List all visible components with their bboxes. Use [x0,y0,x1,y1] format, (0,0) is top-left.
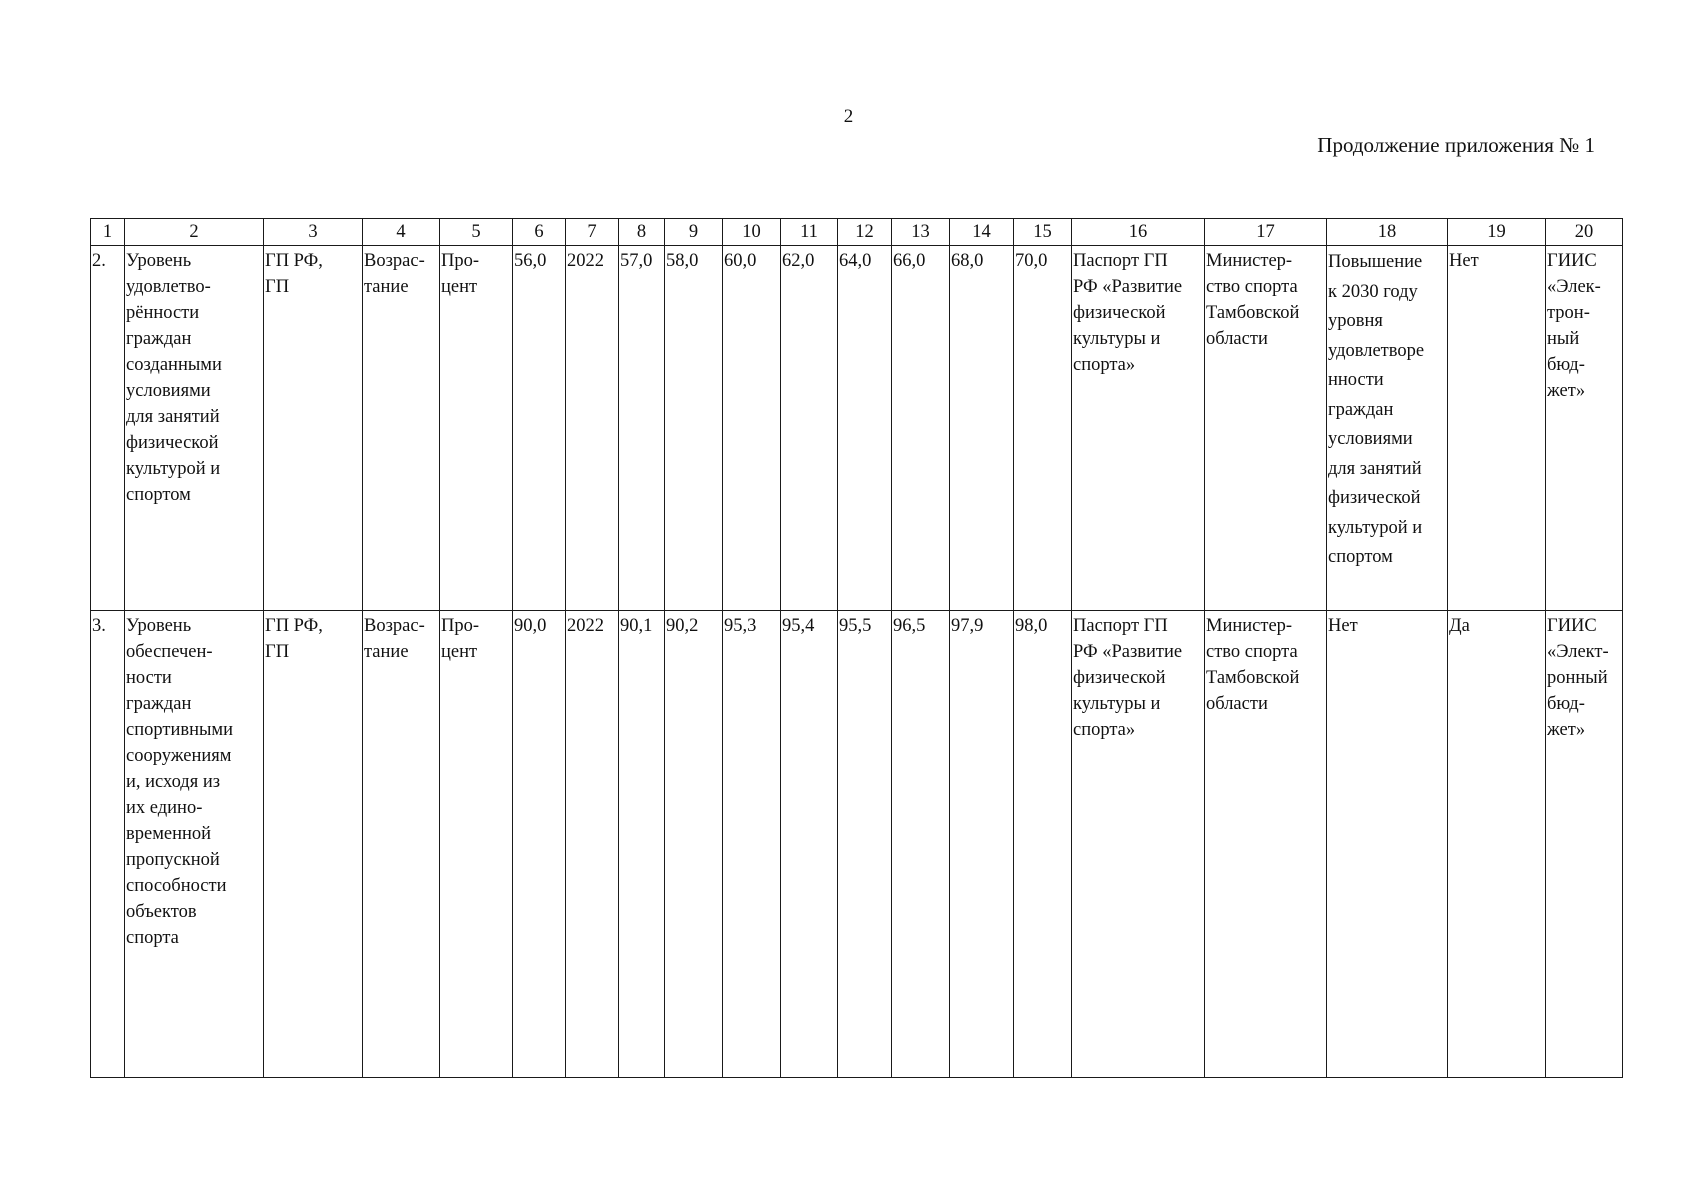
value-col-14: 68,0 [950,246,1014,611]
value-col-8: 90,1 [619,611,665,1078]
col-header: 5 [440,219,513,246]
col-header: 19 [1448,219,1546,246]
value-col-13: 66,0 [892,246,950,611]
linked-goal: Нет [1327,611,1448,1078]
col-header: 16 [1072,219,1205,246]
value-col-8: 57,0 [619,246,665,611]
col-header: 15 [1014,219,1072,246]
col-header: 1 [91,219,125,246]
base-year: 2022 [566,611,619,1078]
indicators-table [90,218,1623,1078]
linked-goal: Повышение к 2030 году уровня удовлетворе нности граждан условиями для занятий физической культурой и спортом [1327,246,1448,611]
col-19-flag: Нет [1448,246,1546,611]
source-document: Паспорт ГП РФ «Развитие физической культуры и спорта» [1072,246,1205,611]
col-19-flag: Да [1448,611,1546,1078]
page-number: 2 [843,106,854,127]
value-col-14: 97,9 [950,611,1014,1078]
value-col-10: 60,0 [723,246,781,611]
responsible-body: Министер- ство спорта Тамбовской области [1205,611,1327,1078]
information-system: ГИИС «Элек- трон- ный бюд- жет» [1546,246,1623,611]
col-header: 4 [363,219,440,246]
table-row [91,611,1623,1078]
value-col-15: 98,0 [1014,611,1072,1078]
col-header: 2 [125,219,264,246]
column-number-row [91,219,1623,246]
value-col-9: 58,0 [665,246,723,611]
responsible-body: Министер- ство спорта Тамбовской области [1205,246,1327,611]
value-col-11: 62,0 [781,246,838,611]
program-level: ГП РФ, ГП [264,246,363,611]
col-header: 3 [264,219,363,246]
col-header: 11 [781,219,838,246]
col-header: 10 [723,219,781,246]
value-col-9: 90,2 [665,611,723,1078]
value-col-15: 70,0 [1014,246,1072,611]
row-number: 2. [91,246,125,611]
col-header: 17 [1205,219,1327,246]
information-system: ГИИС «Элект- ронный бюд- жет» [1546,611,1623,1078]
source-document: Паспорт ГП РФ «Развитие физической культуры и спорта» [1072,611,1205,1078]
value-col-13: 96,5 [892,611,950,1078]
col-header: 14 [950,219,1014,246]
col-header: 13 [892,219,950,246]
indicator-name: Уровень обеспечен- ности граждан спортивными сооружениям и, исходя из их едино- временной пропускной способности объектов спорта [125,611,264,1078]
table-row [91,246,1623,611]
appendix-continuation-note: Продолжение приложения № 1 [1317,133,1595,157]
base-year: 2022 [566,246,619,611]
value-col-10: 95,3 [723,611,781,1078]
value-col-12: 95,5 [838,611,892,1078]
col-header: 6 [513,219,566,246]
indicator-name: Уровень удовлетво- рённости граждан созданными условиями для занятий физической культурой и спортом [125,246,264,611]
trend: Возрас- тание [363,611,440,1078]
row-number: 3. [91,611,125,1078]
base-value: 56,0 [513,246,566,611]
value-col-11: 95,4 [781,611,838,1078]
col-header: 8 [619,219,665,246]
col-header: 12 [838,219,892,246]
value-col-12: 64,0 [838,246,892,611]
base-value: 90,0 [513,611,566,1078]
unit: Про- цент [440,246,513,611]
trend: Возрас- тание [363,246,440,611]
unit: Про- цент [440,611,513,1078]
program-level: ГП РФ, ГП [264,611,363,1078]
col-header: 9 [665,219,723,246]
col-header: 18 [1327,219,1448,246]
col-header: 20 [1546,219,1623,246]
col-header: 7 [566,219,619,246]
